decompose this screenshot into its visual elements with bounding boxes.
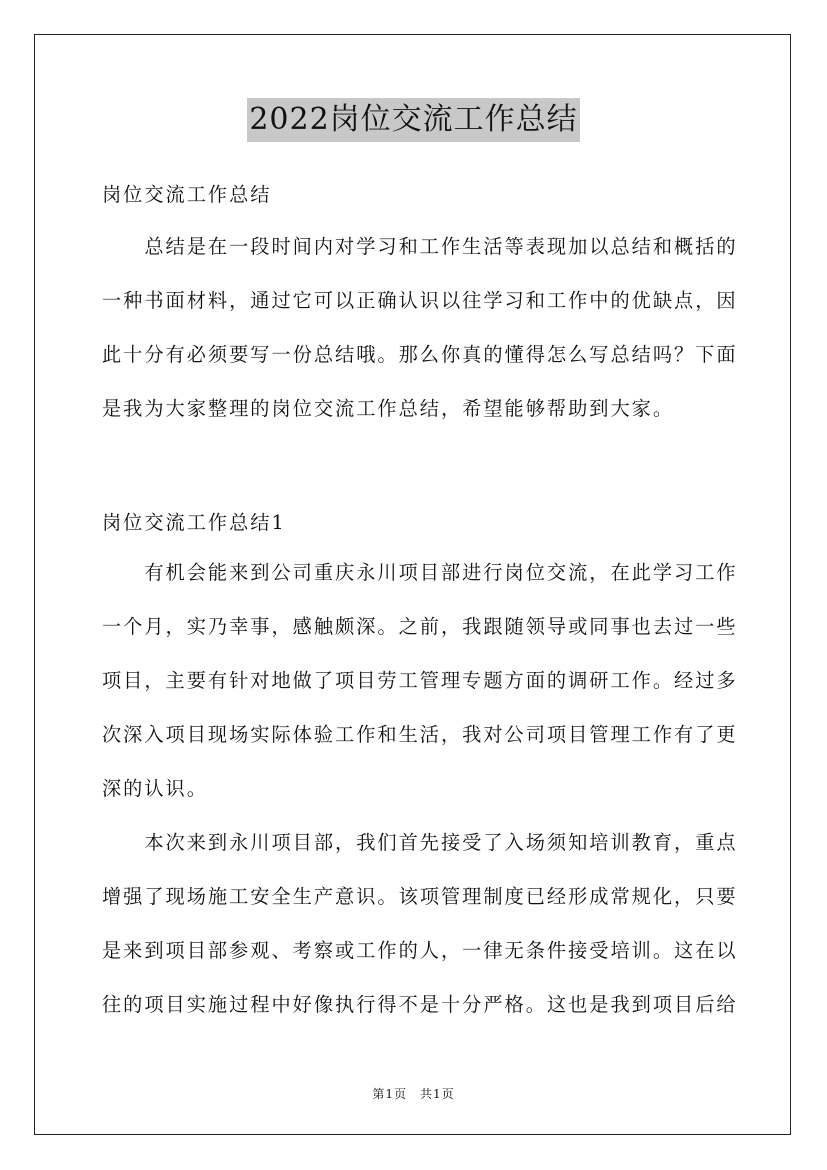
- paragraph-line: 项目，主要有针对地做了项目劳工管理专题方面的调研工作。经过多: [102, 669, 738, 692]
- paragraph-line: 有机会能来到公司重庆永川项目部进行岗位交流，在此学习工作: [102, 561, 738, 584]
- paragraph-line: 深的认识。: [102, 777, 208, 800]
- paragraph-line: 一个月，实乃幸事，感触颇深。之前，我跟随领导或同事也去过一些: [102, 615, 738, 638]
- paragraph-line: 增强了现场施工安全生产意识。该项管理制度已经形成常规化，只要: [102, 885, 738, 908]
- paragraph-line: 是来到项目部参观、考察或工作的人，一律无条件接受培训。这在以: [102, 939, 738, 962]
- paragraph-line: 是我为大家整理的岗位交流工作总结，希望能够帮助到大家。: [102, 397, 675, 420]
- section1-paragraph-2: [102, 816, 738, 1032]
- page-footer: 第1页 共1页: [372, 1087, 455, 1101]
- paragraph-line: 总结是在一段时间内对学习和工作生活等表现加以总结和概括的: [102, 235, 738, 258]
- document-title: 2022岗位交流工作总结: [247, 98, 579, 142]
- section-heading-1: 岗位交流工作总结1: [102, 511, 286, 534]
- intro-heading: 岗位交流工作总结: [102, 183, 272, 206]
- section1-paragraph-1: [102, 546, 738, 816]
- paragraph-line: 次深入项目现场实际体验工作和生活，我对公司项目管理工作有了更: [102, 723, 738, 746]
- paragraph-line: 本次来到永川项目部，我们首先接受了入场须知培训教育，重点: [102, 831, 738, 854]
- paragraph-line: 此十分有必须要写一份总结哦。那么你真的懂得怎么写总结吗？下面: [102, 343, 738, 366]
- title-wrap: [0, 98, 827, 142]
- paragraph-line: 往的项目实施过程中好像执行得不是十分严格。这也是我到项目后给: [102, 993, 738, 1016]
- intro-paragraph: [102, 220, 738, 436]
- paragraph-line: 一种书面材料，通过它可以正确认识以往学习和工作中的优缺点，因: [102, 289, 738, 312]
